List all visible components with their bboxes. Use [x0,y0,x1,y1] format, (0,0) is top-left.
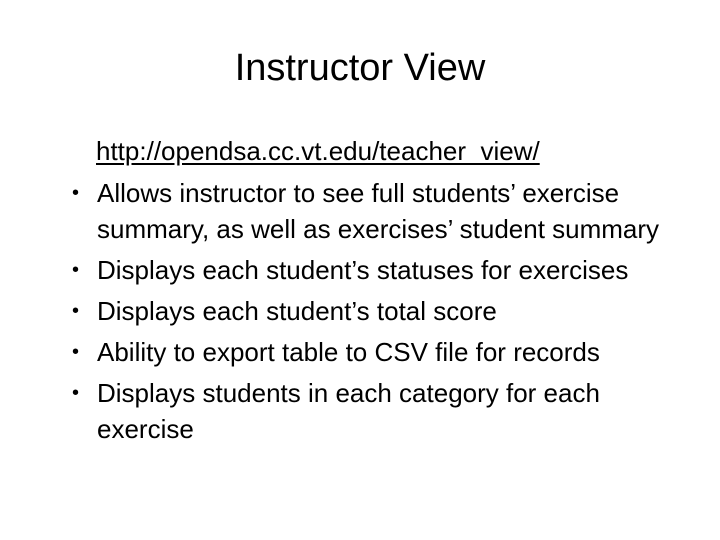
bullet-item-csv-export [72,334,672,370]
bullet-icon: • [72,300,80,322]
bullet-text: Displays students in each category for each exercise [97,378,600,444]
bullet-icon: • [72,382,80,404]
bullet-icon: • [72,259,80,281]
bullet-text: Allows instructor to see full students’ exercise summary, as well as exercises’ student summary [97,178,660,244]
bullet-item-student-statuses [72,252,672,288]
bullet-icon: • [72,182,80,204]
bullet-text: Displays each student’s total score [97,296,497,326]
bullet-item-total-score [72,293,672,329]
bullet-text: Ability to export table to CSV file for records [97,337,600,367]
bullet-item-category-students [72,375,672,447]
slide-title: Instructor View [234,47,486,89]
bullet-text: Displays each student’s statuses for exercises [97,255,629,285]
bullet-item-instructor-summary [72,175,672,247]
url-line [96,133,540,169]
teacher-view-link[interactable]: http://opendsa.cc.vt.edu/teacher_view/ [96,136,540,166]
bullet-list [72,175,672,452]
bullet-icon: • [72,341,80,363]
